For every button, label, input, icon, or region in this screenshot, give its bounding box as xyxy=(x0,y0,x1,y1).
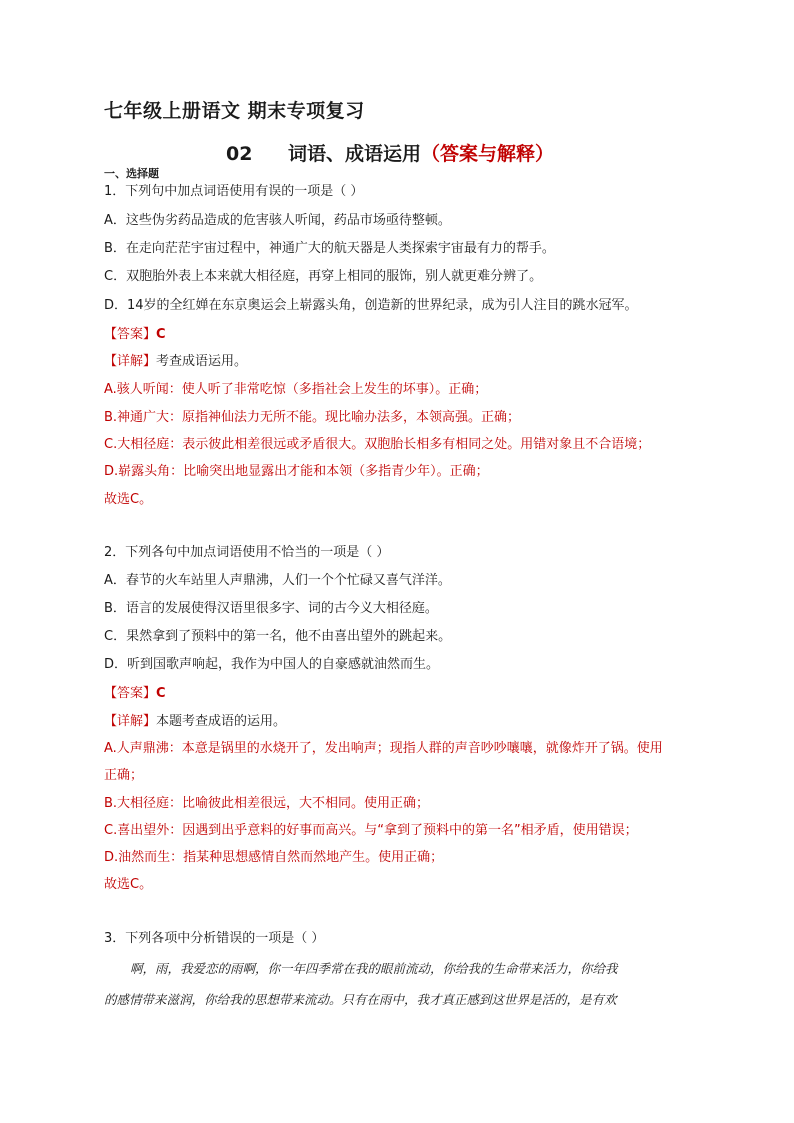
q1-detail xyxy=(104,353,247,371)
q3-passage xyxy=(104,953,710,1015)
q2-detail-text: 本题考查成语的运用。 xyxy=(156,714,287,729)
document-title: 七年级上册语文 期末专项复习 xyxy=(104,100,365,122)
q3-passage-line-2: 的感情带来滋润，你给我的思想带来流动。只有在雨中，我才真正感到这世界是活的，是有欢 xyxy=(104,992,617,1007)
q1-conclusion: 故选C。 xyxy=(104,492,153,507)
q1-explanation-a: A.骇人听闻：使人听了非常吃惊（多指社会上发生的坏事）。正确； xyxy=(104,382,488,397)
q2-detail-tag: 【详解】 xyxy=(104,714,157,729)
q2-stem: 2．下列各句中加点词语使用不恰当的一项是（ ） xyxy=(104,545,390,560)
q3-stem: 3．下列各项中分析错误的一项是（ ） xyxy=(104,931,325,946)
q3-passage-line-1: 啊，雨，我爱恋的雨啊，你一年四季常在我的眼前流动，你给我的生命带来活力，你给我 xyxy=(130,961,618,976)
q2-answer-value: C xyxy=(156,686,166,701)
section-heading: 一、选择题 xyxy=(104,167,159,180)
q1-option-d: D．14岁的全红婵在东京奥运会上崭露头角，创造新的世界纪录，成为引人注目的跳水冠军。 xyxy=(104,298,638,313)
q1-detail-text: 考查成语运用。 xyxy=(156,354,248,369)
q2-option-a: A．春节的火车站里人声鼎沸，人们一个个忙碌又喜气洋洋。 xyxy=(104,573,451,588)
q1-answer xyxy=(104,326,166,344)
q2-option-b: B．语言的发展使得汉语里很多字、词的古今义大相径庭。 xyxy=(104,601,438,616)
q1-detail-tag: 【详解】 xyxy=(104,354,157,369)
q1-option-c: C．双胞胎外表上本来就大相径庭，再穿上相同的服饰，别人就更难分辨了。 xyxy=(104,269,543,284)
q1-explanation-d: D.崭露头角：比喻突出地显露出才能和本领（多指青少年）。正确； xyxy=(104,464,489,479)
subtitle-paren-open: （ xyxy=(421,143,441,165)
q2-explanation-c: C.喜出望外：因遇到出乎意料的好事而高兴。与“拿到了预料中的第一名”相矛盾，使用错误； xyxy=(104,823,638,838)
q1-explanation-b: B.神通广大：原指神仙法力无所不能。现比喻办法多，本领高强。正确； xyxy=(104,410,521,425)
subtitle-text: 词语、成语运用 xyxy=(288,143,422,165)
subtitle-answer-label: 答案与解释 xyxy=(440,143,536,165)
q2-explanation-a-cont: 正确； xyxy=(104,768,144,783)
q2-answer xyxy=(104,685,166,703)
q1-option-b: B．在走向茫茫宇宙过程中，神通广大的航天器是人类探索宇宙最有力的帮手。 xyxy=(104,241,555,256)
subtitle-number: 02 xyxy=(226,143,253,165)
q2-answer-tag: 【答案】 xyxy=(104,686,157,701)
q2-conclusion: 故选C。 xyxy=(104,877,153,892)
q1-stem: 1．下列句中加点词语使用有误的一项是（ ） xyxy=(104,184,364,199)
q1-option-a: A．这些伪劣药品造成的危害骇人听闻，药品市场亟待整顿。 xyxy=(104,213,451,228)
subtitle-paren-close: ） xyxy=(535,143,555,165)
q2-explanation-a: A.人声鼎沸：本意是锅里的水烧开了，发出响声；现指人群的声音吵吵嚷嚷，就像炸开了锅。使用 xyxy=(104,741,663,756)
q2-option-d: D．听到国歌声响起，我作为中国人的自豪感就油然而生。 xyxy=(104,657,440,672)
q2-explanation-d: D.油然而生：指某种思想感情自然而然地产生。使用正确； xyxy=(104,850,444,865)
document-subtitle xyxy=(226,139,554,166)
q2-option-c: C．果然拿到了预料中的第一名，他不由喜出望外的跳起来。 xyxy=(104,629,452,644)
q1-answer-value: C xyxy=(156,327,166,342)
q1-answer-tag: 【答案】 xyxy=(104,327,157,342)
q1-explanation-c: C.大相径庭：表示彼此相差很远或矛盾很大。双胞胎长相多有相同之处。用错对象且不合语境； xyxy=(104,437,651,452)
q2-explanation-b: B.大相径庭：比喻彼此相差很远，大不相同。使用正确； xyxy=(104,796,430,811)
q2-detail xyxy=(104,713,286,731)
